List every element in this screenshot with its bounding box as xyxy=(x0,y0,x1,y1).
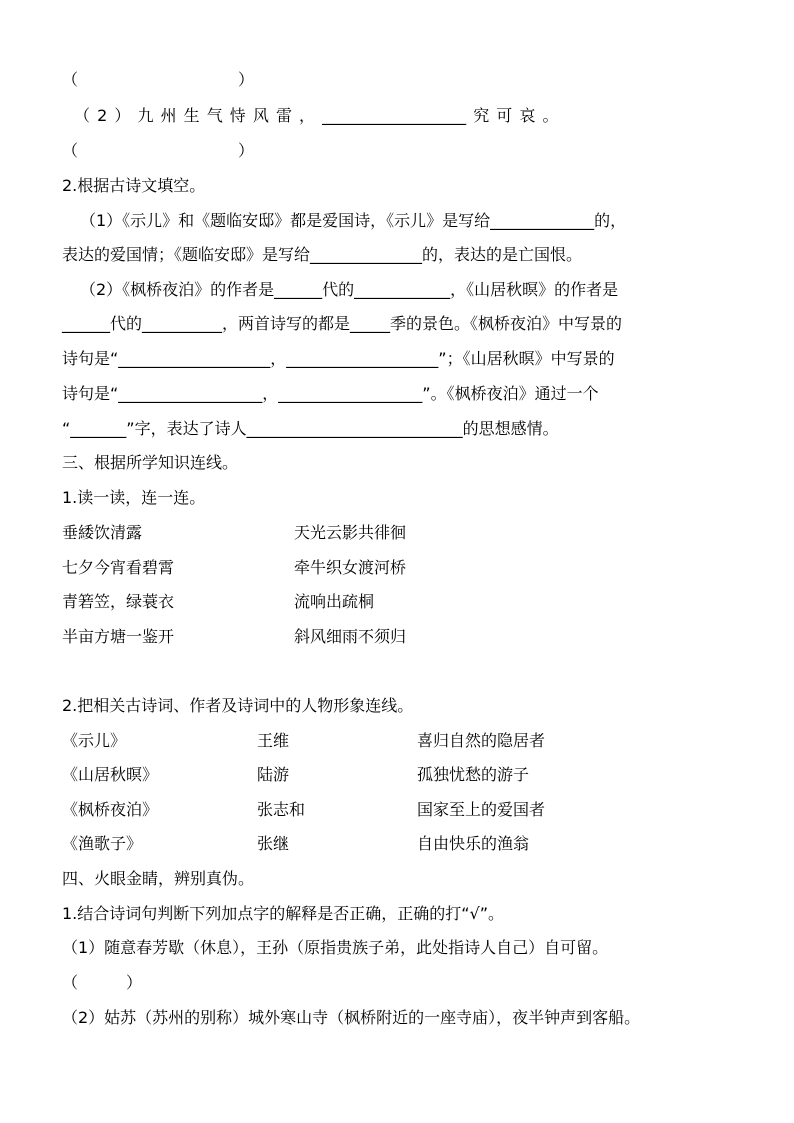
answer-paren-2: （ ） xyxy=(62,141,255,160)
match2-poem-item: 《枫桥夜泊》 xyxy=(62,800,159,819)
match1-left-item: 青箬笠，绿蓑衣 xyxy=(62,592,175,611)
answer-paren-3: （ ） xyxy=(62,973,143,992)
match2-author-item: 陆游 xyxy=(257,765,290,784)
question-2-1-line-a: （1）《示儿》和《题临安邸》都是爱国诗，《示儿》是写给_____________的， xyxy=(80,211,627,230)
question-3-2-title: 2.把相关古诗词、作者及诗词中的人物形象连线。 xyxy=(62,696,414,715)
match2-image-item: 国家至上的爱国者 xyxy=(417,800,546,819)
fill-line-poem-2: （ 2 ） 九 州 生 气 恃 风 雷 ， __________________ 究 可 哀 。 xyxy=(74,106,559,125)
section-title-2: 2.根据古诗文填空。 xyxy=(62,176,206,195)
match2-author-item: 王维 xyxy=(257,731,290,750)
answer-paren-1: （ ） xyxy=(62,70,255,89)
question-4-1-title: 1.结合诗词句判断下列加点字的解释是否正确，正确的打“√”。 xyxy=(62,904,505,923)
match1-right-item: 牵牛织女渡河桥 xyxy=(294,558,407,577)
question-2-2-line-c: 诗句是“___________________，___________________”；《山居秋暝》中写景的 xyxy=(62,349,615,368)
question-4-1-item-2: （2）姑苏（苏州的别称）城外寒山寺（枫桥附近的一座寺庙），夜半钟声到客船。 xyxy=(62,1008,641,1027)
question-2-2-line-d: 诗句是“__________________，__________________”。《枫桥夜泊》通过一个 xyxy=(62,384,599,403)
question-2-2-line-e: “_______”字，表达了诗人___________________________的思想感情。 xyxy=(62,419,559,438)
match1-right-item: 流响出疏桐 xyxy=(294,592,375,611)
match2-author-item: 张志和 xyxy=(257,800,306,819)
match1-right-item: 天光云影共徘徊 xyxy=(294,523,407,542)
question-4-1-item-1: （1）随意春芳歇（休息），王孙（原指贵族子弟，此处指诗人自己）自可留。 xyxy=(62,938,609,957)
section-title-3: 三、根据所学知识连线。 xyxy=(62,453,239,472)
match2-poem-item: 《渔歌子》 xyxy=(62,834,143,853)
match1-left-item: 半亩方塘一鉴开 xyxy=(62,627,175,646)
question-3-1-title: 1.读一读，连一连。 xyxy=(62,488,206,507)
match1-left-item: 垂緌饮清露 xyxy=(62,523,143,542)
match1-left-item: 七夕今宵看碧霄 xyxy=(62,558,175,577)
question-2-1-line-b: 表达的爱国情；《题临安邸》是写给______________的，表达的是亡国恨。 xyxy=(62,245,583,264)
match2-image-item: 喜归自然的隐居者 xyxy=(417,731,546,750)
question-2-2-line-a: （2）《枫桥夜泊》的作者是______代的____________，《山居秋暝》的作者是 xyxy=(80,280,619,299)
match2-poem-item: 《山居秋暝》 xyxy=(62,765,159,784)
match2-poem-item: 《示儿》 xyxy=(62,731,127,750)
question-2-2-line-b: ______代的__________，两首诗写的都是_____季的景色。《枫桥夜泊》中写景的 xyxy=(62,314,623,333)
match2-image-item: 孤独忧愁的游子 xyxy=(417,765,530,784)
match2-author-item: 张继 xyxy=(257,834,290,853)
match1-right-item: 斜风细雨不须归 xyxy=(294,627,407,646)
match2-image-item: 自由快乐的渔翁 xyxy=(417,834,530,853)
section-title-4: 四、火眼金睛，辨别真伪。 xyxy=(62,869,255,888)
